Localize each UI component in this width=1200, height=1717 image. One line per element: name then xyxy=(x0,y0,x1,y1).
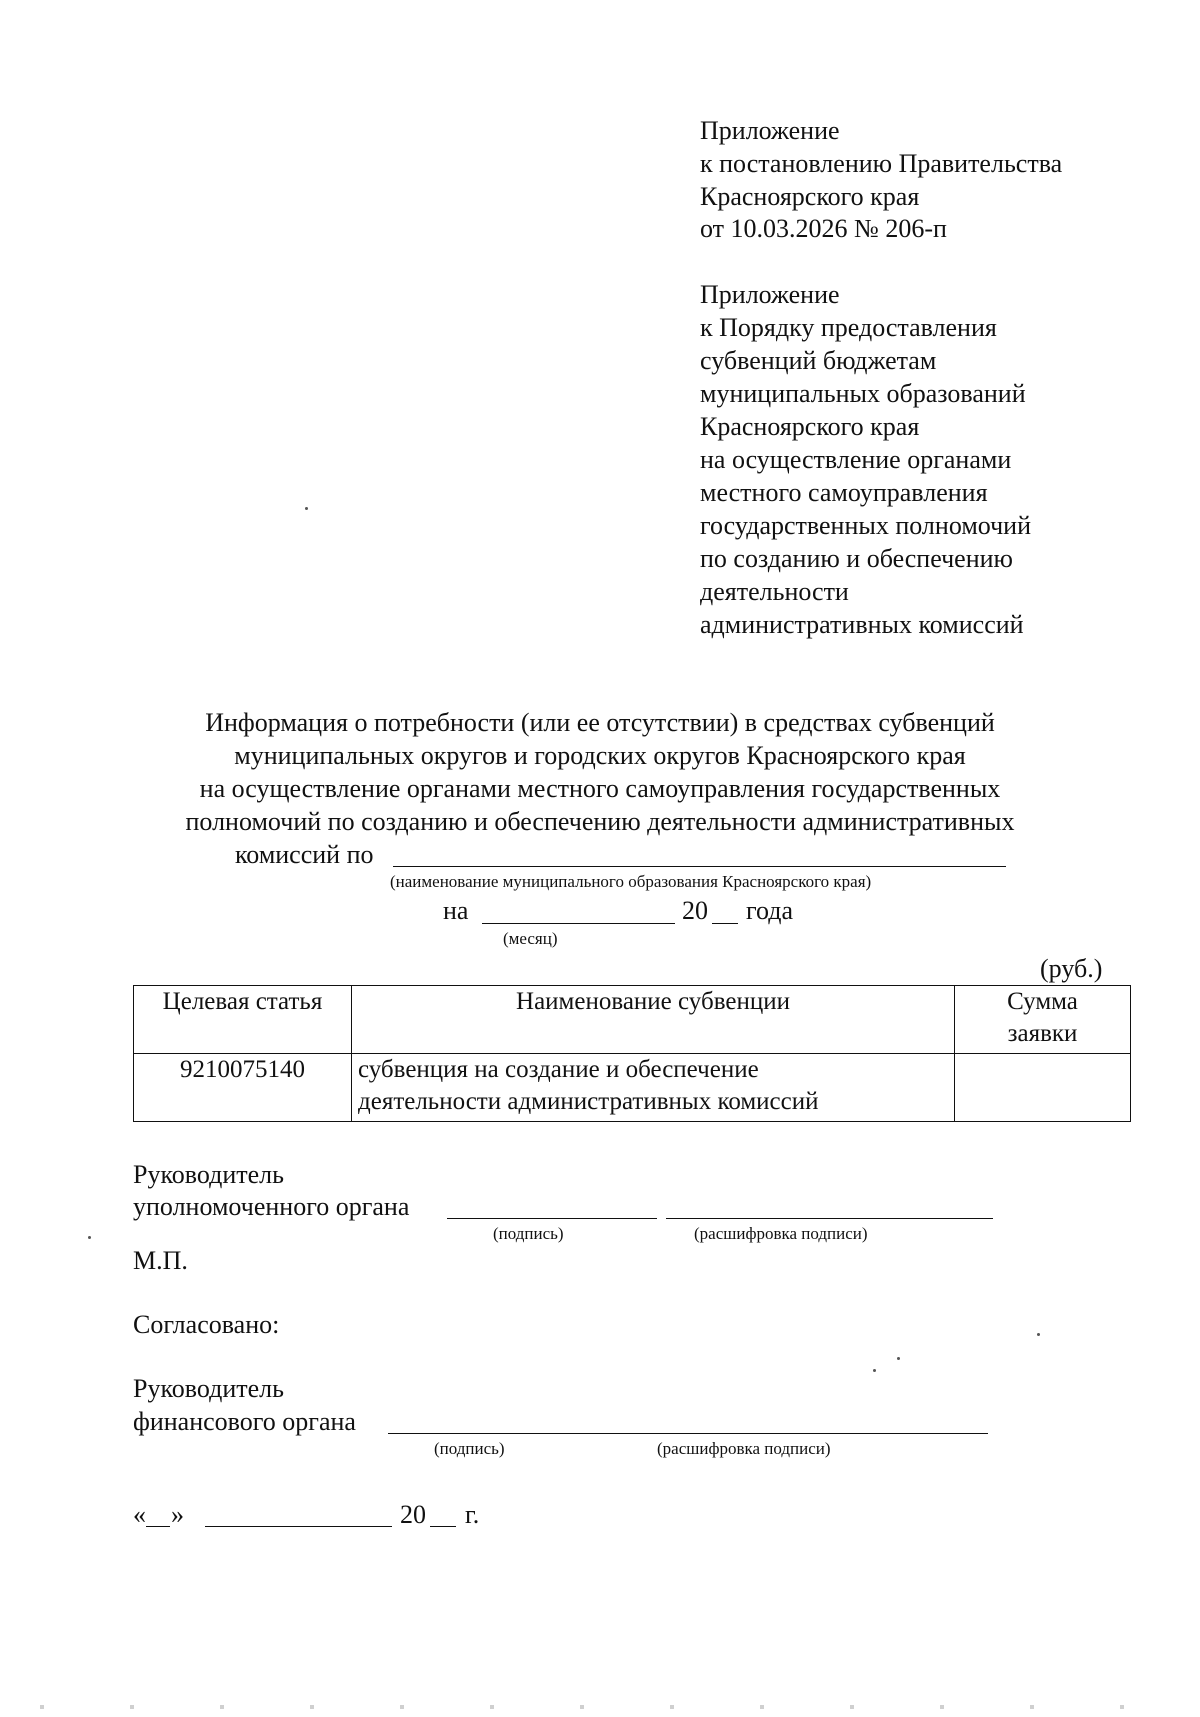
header-line: деятельности xyxy=(700,577,849,606)
signature-2-sign-caption: (подпись) xyxy=(434,1439,505,1458)
row-name xyxy=(352,1054,955,1122)
signature-1-sign-blank xyxy=(447,1218,657,1219)
scan-speck xyxy=(305,507,308,510)
row-amount xyxy=(955,1054,1131,1122)
header-line: административных комиссий xyxy=(700,610,1024,639)
table-header-row xyxy=(134,986,1131,1054)
header-line: Приложение xyxy=(700,116,840,145)
date-month-blank xyxy=(205,1526,392,1527)
date-year: 20 xyxy=(400,1500,426,1529)
scan-speck xyxy=(1037,1333,1040,1336)
title-last-line-prefix: комиссий по xyxy=(235,840,374,869)
title-line: муниципальных округов и городских округов Красноярского края xyxy=(234,741,966,770)
period-year: 20 xyxy=(682,896,708,925)
date-close-quote: » xyxy=(171,1500,184,1529)
period-suffix: года xyxy=(746,896,794,925)
date-year-blank xyxy=(430,1526,456,1527)
municipality-blank xyxy=(393,866,1006,867)
header-line: Красноярского края xyxy=(700,182,920,211)
month-blank xyxy=(482,923,675,924)
municipality-caption: (наименование муниципального образования Красноярского края) xyxy=(390,872,872,891)
signature-2-line2: финансового органа xyxy=(133,1407,356,1436)
header-line: местного самоуправления xyxy=(700,478,988,507)
header-line: субвенций бюджетам xyxy=(700,346,937,375)
header-line: муниципальных образований xyxy=(700,379,1026,408)
header-amount-line1: Сумма xyxy=(1007,988,1078,1015)
scan-edge-noise xyxy=(40,1705,1160,1709)
title-line: Информация о потребности (или ее отсутствии) в средствах субвенций xyxy=(205,708,995,737)
title-line: на осуществление органами местного самоуправления государственных xyxy=(199,774,1001,803)
row-name-line1: субвенция на создание и обеспечение xyxy=(358,1056,759,1083)
period-prefix: на xyxy=(443,896,469,925)
row-code: 9210075140 xyxy=(134,1054,352,1122)
header-line: Красноярского края xyxy=(700,412,920,441)
header-line: к Порядку предоставления xyxy=(700,313,997,342)
scan-speck xyxy=(897,1357,900,1360)
date-suffix: г. xyxy=(465,1500,480,1529)
year-blank xyxy=(712,923,738,924)
scan-speck xyxy=(873,1369,876,1372)
header-name: Наименование субвенции xyxy=(352,986,955,1054)
signature-2-blank xyxy=(388,1433,988,1434)
agreed-label: Согласовано: xyxy=(133,1310,280,1339)
row-name-line2: деятельности административных комиссий xyxy=(358,1088,819,1115)
header-line: от 10.03.2026 № 206-п xyxy=(700,214,947,243)
signature-2-decode-caption: (расшифровка подписи) xyxy=(657,1439,831,1458)
header-line: государственных полномочий xyxy=(700,511,1032,540)
signature-1-sign-caption: (подпись) xyxy=(493,1224,564,1243)
header-amount xyxy=(955,986,1131,1054)
table-row xyxy=(134,1054,1131,1122)
signature-1-decode-blank xyxy=(666,1218,993,1219)
subvention-table xyxy=(133,985,1131,1122)
month-caption: (месяц) xyxy=(503,929,558,948)
scan-speck xyxy=(88,1236,91,1239)
header-line: к постановлению Правительства xyxy=(700,149,1063,178)
title-line: полномочий по созданию и обеспечению деятельности административных xyxy=(185,807,1015,836)
header-line: на осуществление органами xyxy=(700,445,1012,474)
date-day-blank xyxy=(146,1526,170,1527)
units-label: (руб.) xyxy=(1040,954,1103,983)
signature-1-line1: Руководитель xyxy=(133,1160,284,1189)
header-line: по созданию и обеспечению xyxy=(700,544,1013,573)
header-amount-line2: заявки xyxy=(1007,1020,1078,1047)
signature-2-line1: Руководитель xyxy=(133,1374,284,1403)
signature-1-line2: уполномоченного органа xyxy=(133,1192,410,1221)
header-line: Приложение xyxy=(700,280,840,309)
signature-1-decode-caption: (расшифровка подписи) xyxy=(694,1224,868,1243)
header-code: Целевая статья xyxy=(134,986,352,1054)
stamp-label: М.П. xyxy=(133,1246,188,1275)
date-open-quote: « xyxy=(133,1500,146,1529)
